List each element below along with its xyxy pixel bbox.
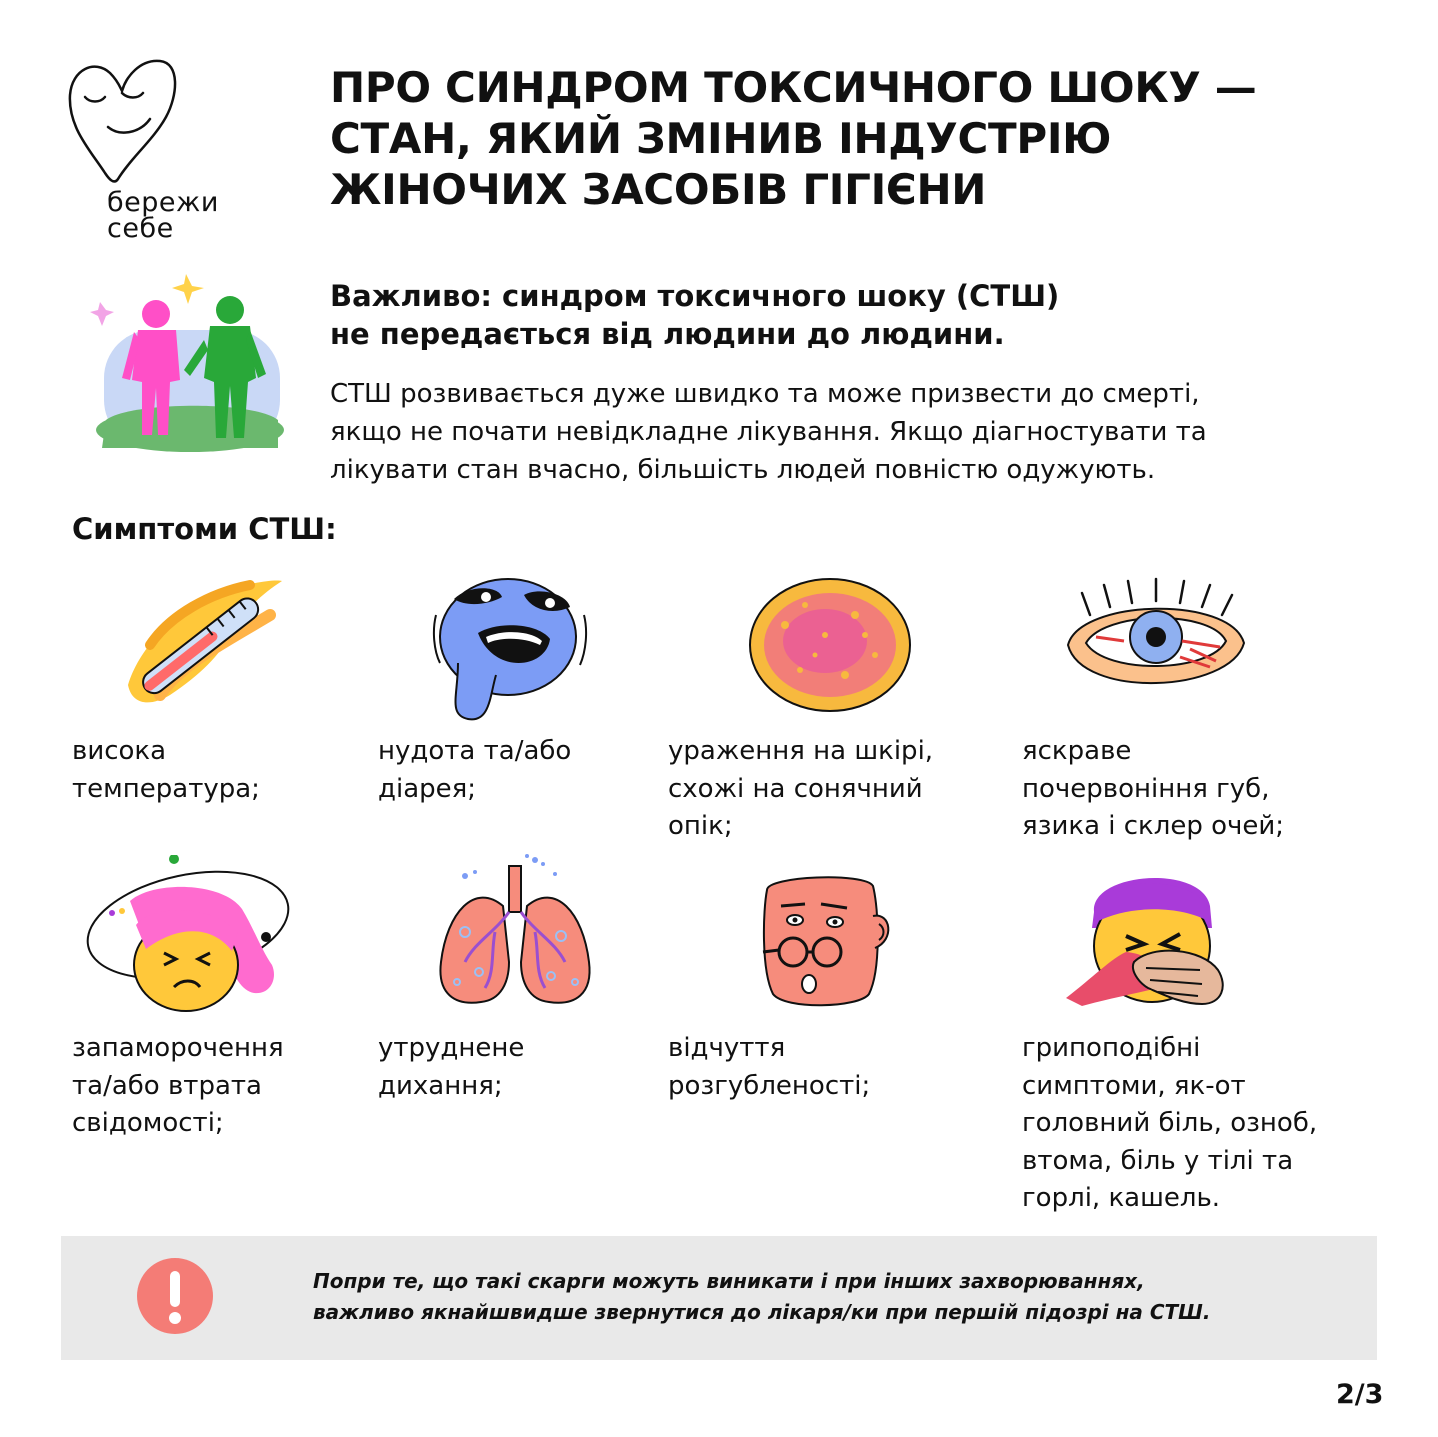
intro-paragraph — [330, 375, 1380, 489]
title-line: СТАН, ЯКИЙ ЗМІНИВ ІНДУСТРІЮ — [330, 114, 1112, 163]
symptom-label-line: симптоми, як-от — [1022, 1070, 1246, 1101]
symptom-label-line: язика і склер очей; — [1022, 811, 1285, 841]
dizzy-face-icon — [82, 855, 297, 1025]
symptom-label — [1022, 733, 1284, 846]
symptom-label-line: запаморочення — [72, 1033, 284, 1063]
confused-face-icon — [755, 870, 895, 1010]
title-line: ПРО СИНДРОМ ТОКСИЧНОГО ШОКУ — — [330, 63, 1257, 112]
symptom-label-line: температура; — [72, 773, 260, 804]
important-note — [330, 277, 1330, 353]
symptoms-heading: Симптоми СТШ: — [72, 512, 337, 546]
symptom-label-line: ураження на шкірі, — [668, 736, 934, 766]
skin-rash-icon — [745, 575, 915, 715]
intro-line: якщо не почати невідкладне лікування. Якщо діагностувати та — [330, 417, 1207, 447]
symptom-label-line: почервоніння губ, — [1022, 773, 1270, 804]
symptom-label — [1022, 1030, 1317, 1218]
important-line: Важливо: синдром токсичного шоку (СТШ) — [330, 279, 1060, 313]
symptom-label-line: грипоподібні — [1022, 1033, 1201, 1063]
brand-name: бережи себе — [107, 187, 219, 244]
symptom-label-line: та/або втрата — [72, 1070, 262, 1101]
symptom-label — [668, 1030, 870, 1105]
symptom-label — [378, 1030, 524, 1105]
symptom-label — [378, 733, 571, 808]
couple-illustration-icon — [88, 270, 288, 460]
symptom-label-line: яскраве — [1022, 736, 1132, 766]
symptom-label-line: горлі, кашель. — [1022, 1183, 1221, 1213]
symptom-label — [668, 733, 933, 846]
symptom-label-line: свідомості; — [72, 1108, 224, 1138]
symptom-label — [72, 733, 260, 808]
coughing-face-icon — [1062, 858, 1232, 1018]
symptom-label-line: діарея; — [378, 773, 477, 804]
symptom-label-line: головний біль, озноб, — [1022, 1108, 1318, 1138]
page-title — [330, 62, 1390, 215]
page-number: 2/3 — [1336, 1379, 1384, 1410]
symptom-label-line: розгубленості; — [668, 1070, 871, 1101]
red-eye-icon — [1060, 575, 1250, 705]
note-line: Попри те, що такі скарги можуть виникати і при інших захворюваннях, — [313, 1269, 1145, 1293]
thermometer-fire-icon — [110, 575, 290, 715]
nauseous-face-icon — [428, 575, 598, 725]
intro-line: СТШ розвивається дуже швидко та може призвести до смерті, — [330, 379, 1200, 409]
symptom-label — [72, 1030, 284, 1143]
symptom-label-line: нудота та/або — [378, 736, 572, 766]
symptom-label-line: схожі на сонячний — [668, 773, 923, 804]
exclamation-icon — [136, 1257, 214, 1335]
intro-line: лікувати стан вчасно, більшість людей повністю одужують. — [330, 455, 1156, 485]
warning-note-text — [313, 1266, 1353, 1328]
symptom-label-line: дихання; — [378, 1070, 503, 1101]
heart-face-icon — [60, 55, 190, 185]
title-line: ЖІНОЧИХ ЗАСОБІВ ГІГІЄНИ — [330, 165, 987, 214]
note-line: важливо якнайшвидше звернутися до лікаря/ки при першій підозрі на СТШ. — [313, 1300, 1211, 1324]
symptom-label-line: опік; — [668, 811, 733, 841]
symptom-label-line: втома, біль у тілі та — [1022, 1145, 1294, 1176]
symptom-label-line: відчуття — [668, 1033, 786, 1063]
symptom-label-line: висока — [72, 736, 167, 766]
lungs-icon — [435, 852, 595, 1012]
symptom-label-line: утруднене — [378, 1033, 525, 1063]
important-line: не передається від людини до людини. — [330, 317, 1005, 351]
